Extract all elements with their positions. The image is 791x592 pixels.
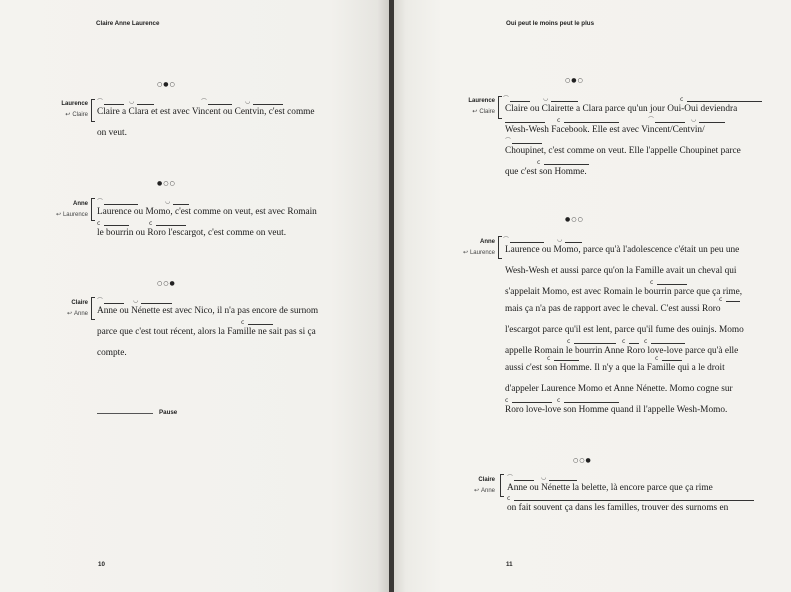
text-line: appelle Romain le bourrin Anne Roro love-love parce qu'à elle [505, 346, 739, 356]
text-line: Claire a Clara et est avec Vincent ou Centvin, c'est comme [97, 107, 315, 117]
text-line: l'escargot parce qu'il est lent, parce qu'il fume des ouinjs. Momo [505, 325, 744, 335]
curl-icon: ϲ [97, 220, 101, 227]
overline [544, 164, 589, 165]
text-line: s'appelait Momo, est avec Romain le bourrin parce que ça rime, [505, 287, 743, 297]
answerer-label: ↩ Laurence [55, 212, 88, 218]
overline [104, 204, 138, 205]
text-line: parce que c'est tout récent, alors la Famille ne sait pas si ça [97, 327, 316, 337]
curl-icon: ϲ [644, 338, 648, 345]
overline [574, 343, 616, 344]
text-line: Choupinet, c'est comme on veut. Elle l'appelle Choupinet parce [505, 146, 741, 156]
curl-icon: ϲ [655, 355, 659, 362]
curl-icon: ϲ [567, 338, 571, 345]
curl-icon: ϲ [622, 338, 626, 345]
text-line: Wesh-Wesh Facebook. Elle est avec Vincent/Centvin/ [505, 125, 705, 135]
overline [657, 284, 687, 285]
section-dots: ○○● [573, 457, 592, 464]
overline [514, 500, 754, 501]
answerer-label: ↩ Anne [473, 488, 495, 494]
overline [512, 143, 542, 144]
speaker-label: Anne [73, 201, 88, 207]
curl-icon: ϲ [557, 397, 561, 404]
curl-icon: ϲ [557, 117, 561, 124]
overline [564, 122, 619, 123]
hook-icon: ⌒ [503, 96, 510, 103]
text-line: Anne ou Nénette la belette, là encore parce que ça rime [507, 483, 713, 493]
text-line: mais ça n'a pas de rapport avec le cheval. C'est aussi Roro [505, 304, 721, 314]
overline [514, 480, 534, 481]
overline [564, 402, 619, 403]
cup-icon: ◡ [543, 95, 549, 102]
page-number: 10 [98, 561, 105, 568]
cup-icon: ◡ [165, 198, 171, 205]
pause-rule [97, 413, 153, 414]
overline [655, 122, 685, 123]
text-line: Laurence ou Momo, parce qu'à l'adolescence c'était un peu une [505, 245, 740, 255]
cup-icon: ◡ [691, 116, 697, 123]
overline [629, 343, 639, 344]
overline [173, 204, 189, 205]
cup-icon: ◡ [129, 98, 135, 105]
page-number: 11 [506, 561, 513, 568]
answer-arrow-icon: ↩ [55, 212, 61, 218]
text-line: que c'est son Homme. [505, 167, 587, 177]
overline [253, 104, 283, 105]
hook-icon: ⌒ [97, 99, 104, 106]
answer-arrow-icon: ↩ [462, 250, 468, 256]
cup-icon: ◡ [541, 474, 547, 481]
hook-icon: ⌒ [503, 237, 510, 244]
speaker-label: Anne [480, 239, 495, 245]
text-line: Wesh-Wesh et aussi parce qu'on la Famille avait un cheval qui [505, 266, 737, 276]
hook-icon: ⌒ [97, 298, 104, 305]
text-line: Laurence ou Momo, c'est comme on veut, est avec Romain [97, 207, 317, 217]
cup-icon: ◡ [133, 297, 139, 304]
cup-icon: ◡ [557, 236, 563, 243]
answer-arrow-icon: ↩ [65, 112, 71, 118]
left-page [0, 0, 389, 592]
overline [662, 360, 682, 361]
overline [651, 343, 685, 344]
pause-label: Pause [159, 409, 178, 416]
curl-icon: ϲ [241, 319, 245, 326]
answerer-label: ↩ Laurence [462, 250, 495, 256]
hook-icon: ⌒ [507, 475, 514, 482]
overline [156, 225, 186, 226]
text-line: on veut. [97, 128, 127, 138]
text-line: aussi c'est son Homme. Il n'y a que la Famille qui a le droit [505, 363, 725, 373]
cup-icon: ◡ [245, 98, 251, 105]
curl-icon: ϲ [680, 96, 684, 103]
speaker-bracket [498, 236, 502, 259]
overline [248, 324, 273, 325]
section-dots: ○○● [157, 280, 176, 287]
right-page [394, 0, 791, 592]
text-line: Anne ou Nénette est avec Nico, il n'a pas encore de surnom [97, 306, 319, 316]
overline [554, 360, 579, 361]
speaker-label: Laurence [468, 98, 495, 104]
running-header: Claire Anne Laurence [96, 20, 160, 27]
speaker-bracket [91, 198, 95, 221]
running-header: Oui peut le moins peut le plus [506, 20, 595, 27]
overline [687, 101, 762, 102]
curl-icon: ϲ [547, 355, 551, 362]
section-dots: ●○○ [565, 216, 584, 223]
speaker-label: Claire [478, 477, 495, 483]
text-line: le bourrin ou Roro l'escargot, c'est comme on veut. [97, 228, 287, 238]
text-line: on fait souvent ça dans les familles, trouver des surnoms en [507, 503, 729, 513]
overline [104, 303, 124, 304]
speaker-label: Claire [71, 300, 88, 306]
overline [208, 104, 232, 105]
overline [104, 104, 124, 105]
text-line: Claire ou Clairette a Clara parce qu'un jour Oui-Oui deviendra [505, 104, 738, 114]
overline [512, 402, 552, 403]
overline [137, 104, 154, 105]
overline [726, 301, 740, 302]
curl-icon: ϲ [149, 220, 153, 227]
speaker-bracket [498, 96, 502, 119]
answerer-label: ↩ Claire [65, 112, 88, 118]
hook-icon: ⌒ [97, 199, 104, 206]
answer-arrow-icon: ↩ [472, 109, 478, 115]
hook-icon: ⌒ [648, 117, 655, 124]
overline [141, 303, 172, 304]
section-dots: ○●○ [157, 81, 176, 88]
section-dots: ○●○ [565, 77, 584, 84]
curl-icon: ϲ [719, 296, 723, 303]
speaker-label: Laurence [61, 101, 88, 107]
hook-icon: ⌒ [505, 138, 512, 145]
answerer-label: ↩ Anne [66, 311, 88, 317]
answer-arrow-icon: ↩ [66, 311, 72, 317]
overline [510, 101, 530, 102]
overline [510, 242, 544, 243]
overline [549, 480, 577, 481]
overline [565, 242, 582, 243]
overline [104, 225, 129, 226]
text-line: d'appeler Laurence Momo et Anne Nénette. Momo cogne sur [505, 384, 733, 394]
curl-icon: ϲ [650, 279, 654, 286]
speaker-bracket [91, 297, 95, 320]
answerer-label: ↩ Claire [472, 109, 495, 115]
curl-icon: ϲ [537, 159, 541, 166]
answer-arrow-icon: ↩ [473, 488, 479, 494]
curl-icon: ϲ [505, 397, 509, 404]
section-dots: ●○○ [157, 180, 176, 187]
overline [551, 101, 578, 102]
text-line: compte. [97, 348, 127, 358]
overline [699, 122, 725, 123]
speaker-bracket [500, 474, 504, 497]
text-line: Roro love-love son Homme quand il l'appelle Wesh-Momo. [505, 405, 728, 415]
speaker-bracket [91, 99, 95, 122]
overline [505, 122, 545, 123]
hook-icon: ⌒ [201, 99, 208, 106]
curl-icon: ϲ [507, 495, 511, 502]
